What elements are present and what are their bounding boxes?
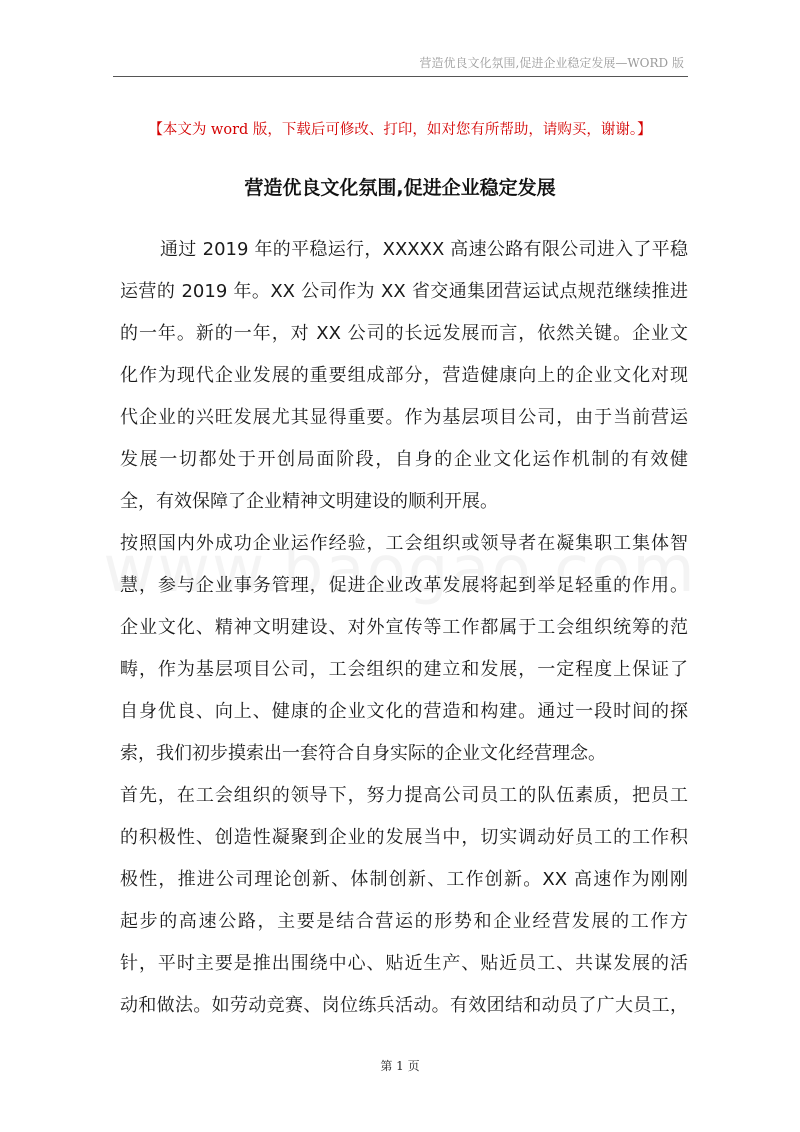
text-line: 化作为现代企业发展的重要组成部分，营造健康向上的企业文化对现 [120,365,688,386]
document-body [120,229,688,1027]
header-divider [113,76,688,77]
text-line: 索，我们初步摸索出一套符合自身实际的企业文化经营理念。 [120,743,606,764]
paragraph-2 [120,523,688,775]
purchase-notice: 【本文为 word 版，下载后可修改、打印，如对您有所帮助，请购买，谢谢。】 [148,122,652,138]
text-line: 自身优良、向上、健康的企业文化的营造和构建。通过一段时间的探 [120,701,688,722]
text-line: 通过 2019 年的平稳运行，XXXXX 高速公路有限公司进入了平稳 [160,239,688,260]
text-line: 全，有效保障了企业精神文明建设的顺利开展。 [120,491,498,512]
page-number: 第 1 页 [380,1059,420,1073]
text-line: 起步的高速公路，主要是结合营运的形势和企业经营发展的工作方 [120,911,688,932]
text-line: 慧，参与企业事务管理，促进企业改革发展将起到举足轻重的作用。 [120,575,688,596]
text-line: 的积极性、创造性凝聚到企业的发展当中，切实调动好员工的工作积 [120,827,688,848]
text-line: 企业文化、精神文明建设、对外宣传等工作都属于工会组织统筹的范 [120,617,688,638]
text-line: 针，平时主要是推出围绕中心、贴近生产、贴近员工、共谋发展的活 [120,953,688,974]
running-header-title: 营造优良文化氛围,促进企业稳定发展—WORD 版 [419,56,684,70]
text-line: 的一年。新的一年，对 XX 公司的长远发展而言，依然关键。企业文 [120,323,688,344]
text-line: 代企业的兴旺发展尤其显得重要。作为基层项目公司，由于当前营运 [120,407,688,428]
text-line: 动和做法。如劳动竞赛、岗位练兵活动。有效团结和动员了广大员工， [120,995,688,1016]
paragraph-3 [120,775,688,1027]
paragraph-1 [120,229,688,523]
text-line: 畴，作为基层项目公司，工会组织的建立和发展，一定程度上保证了 [120,659,688,680]
text-line: 按照国内外成功企业运作经验，工会组织或领导者在凝集职工集体智 [120,533,688,554]
text-line: 发展一切都处于开创局面阶段，自身的企业文化运作机制的有效健 [120,449,688,470]
text-line: 极性，推进公司理论创新、体制创新、工作创新。XX 高速作为刚刚 [120,869,688,890]
text-line: 首先，在工会组织的领导下，努力提高公司员工的队伍素质，把员工 [120,785,688,806]
text-line: 运营的 2019 年。XX 公司作为 XX 省交通集团营运试点规范继续推进 [120,281,688,302]
document-title: 营造优良文化氛围,促进企业稳定发展 [244,177,556,199]
